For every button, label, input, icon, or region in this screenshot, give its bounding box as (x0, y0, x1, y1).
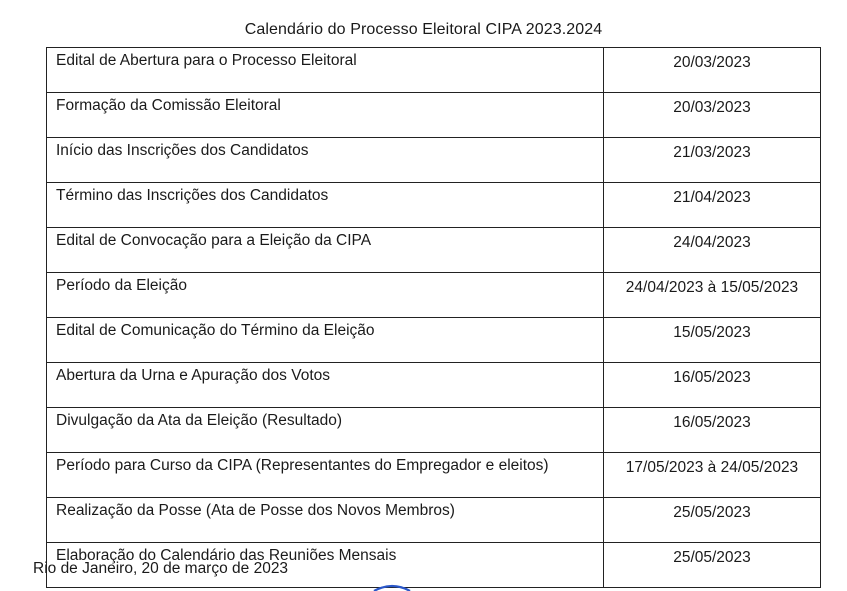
activity-cell: Edital de Convocação para a Eleição da CIPA (47, 228, 604, 273)
table-row (47, 273, 821, 318)
table-row (47, 183, 821, 228)
date-cell: 16/05/2023 (604, 363, 821, 408)
election-schedule-table (46, 47, 821, 588)
table-row (47, 138, 821, 183)
table-row (47, 93, 821, 138)
date-cell: 24/04/2023 à 15/05/2023 (604, 273, 821, 318)
table-row (47, 48, 821, 93)
activity-cell: Abertura da Urna e Apuração dos Votos (47, 363, 604, 408)
place-and-date: Rio de Janeiro, 20 de março de 2023 (33, 560, 289, 577)
activity-cell: Edital de Abertura para o Processo Eleitoral (47, 48, 604, 93)
date-cell: 21/04/2023 (604, 183, 821, 228)
table-row (47, 228, 821, 273)
activity-cell: Início das Inscrições dos Candidatos (47, 138, 604, 183)
activity-cell: Término das Inscrições dos Candidatos (47, 183, 604, 228)
activity-cell: Elaboração do Calendário das Reuniões Mensais (47, 543, 604, 588)
document-title: Calendário do Processo Eleitoral CIPA 2023.2024 (244, 21, 603, 38)
date-cell: 21/03/2023 (604, 138, 821, 183)
activity-cell: Divulgação da Ata da Eleição (Resultado) (47, 408, 604, 453)
date-cell: 25/05/2023 (604, 543, 821, 588)
table-row (47, 363, 821, 408)
activity-cell: Formação da Comissão Eleitoral (47, 93, 604, 138)
date-cell: 16/05/2023 (604, 408, 821, 453)
date-cell: 20/03/2023 (604, 48, 821, 93)
table-row (47, 318, 821, 363)
activity-cell: Realização da Posse (Ata de Posse dos Novos Membros) (47, 498, 604, 543)
activity-cell: Período da Eleição (47, 273, 604, 318)
table-row (47, 408, 821, 453)
date-cell: 24/04/2023 (604, 228, 821, 273)
table-row (47, 498, 821, 543)
date-cell: 20/03/2023 (604, 93, 821, 138)
stamp-fragment (372, 584, 412, 591)
date-cell: 17/05/2023 à 24/05/2023 (604, 453, 821, 498)
table-row (47, 453, 821, 498)
activity-cell: Período para Curso da CIPA (Representantes do Empregador e eleitos) (47, 453, 604, 498)
date-cell: 15/05/2023 (604, 318, 821, 363)
activity-cell: Edital de Comunicação do Término da Eleição (47, 318, 604, 363)
date-cell: 25/05/2023 (604, 498, 821, 543)
